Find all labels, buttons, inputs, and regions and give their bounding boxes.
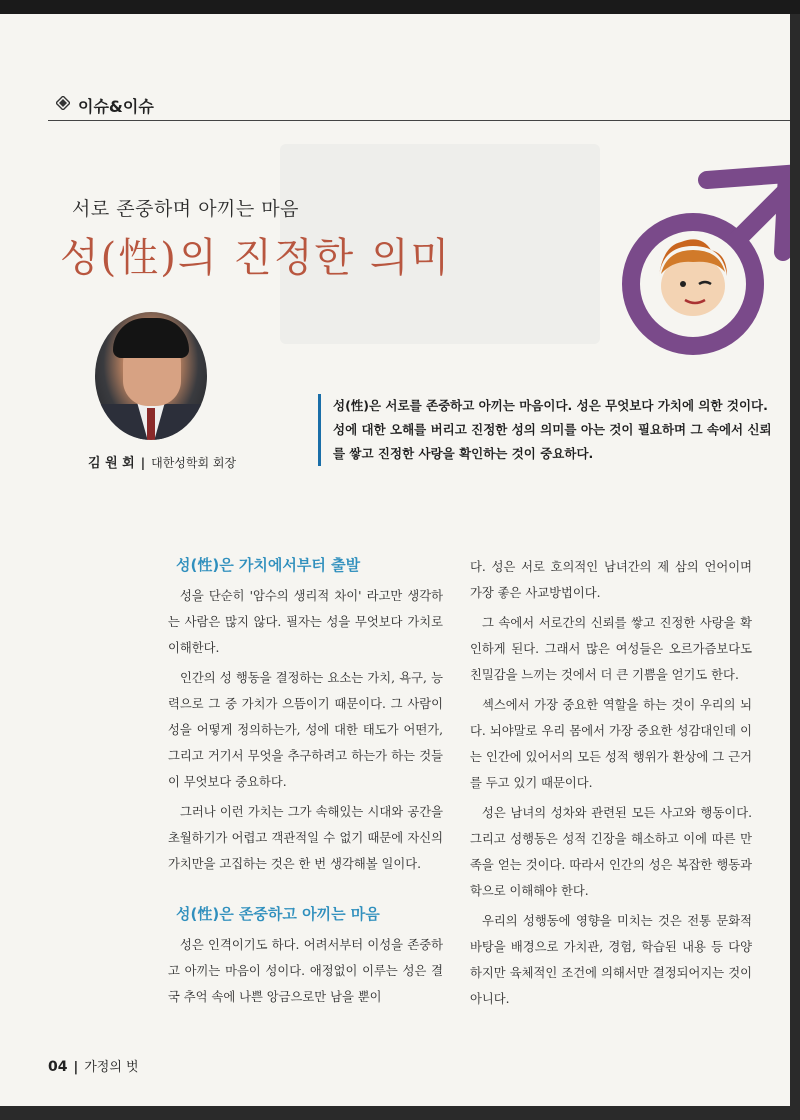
- body-paragraph: 섹스에서 가장 중요한 역할을 하는 것이 우리의 뇌다. 뇌야말로 우리 몸에서 가장 중요한 성감대인데 이는 인간에 있어서의 모든 성적 행위가 환상에 그 근거를 두고 있기 때문이다.: [470, 698, 752, 790]
- lead-paragraph: 성(性)은 서로를 존중하고 아끼는 마음이다. 성은 무엇보다 가치에 의한 것이다. 성에 대한 오해를 버리고 진정한 성의 의미를 아는 것이 필요하며 그 속에서 신뢰를 쌓고 진정한 사랑을 확인하는 것이 중요하다.: [318, 394, 773, 466]
- scan-top-edge: [0, 0, 800, 14]
- author-name: 김 원 회: [88, 456, 135, 471]
- body-paragraph: 다. 성은 서로 호의적인 남녀간의 제 삼의 언어이며 가장 좋은 사교방법이다.: [470, 560, 752, 600]
- author-byline: [88, 452, 236, 471]
- male-symbol-icon: [615, 154, 790, 384]
- body-column-left: [168, 554, 443, 1014]
- author-role: 대한성학회 회장: [151, 456, 237, 470]
- footer-separator: |: [73, 1060, 79, 1075]
- body-paragraph: 성은 남녀의 성차와 관련된 모든 사고와 행동이다. 그리고 성행동은 성적 긴장을 해소하고 이에 따른 만족을 얻는 것이다. 따라서 인간의 성은 복잡한 행동과학으로 이해해야 한다.: [470, 806, 752, 898]
- section-header: [48, 86, 790, 121]
- page-number: 04: [48, 1059, 68, 1075]
- body-paragraph: 성은 인격이기도 하다. 어려서부터 이성을 존중하고 아끼는 마음이 성이다. 애정없이 이루는 성은 결국 추억 속에 나쁜 앙금으로만 남을 뿐이: [168, 938, 443, 1004]
- body-paragraph: 그러나 이런 가치는 그가 속해있는 시대와 공간을 초월하기가 어렵고 객관적일 수 없기 때문에 자신의 가치만을 고집하는 것은 한 번 생각해볼 일이다.: [168, 805, 443, 871]
- section-heading-1: 성(性)은 가치에서부터 출발: [176, 556, 361, 574]
- article-subtitle: 서로 존중하며 아끼는 마음: [72, 198, 300, 220]
- diamond-icon: [56, 96, 70, 110]
- body-paragraph: 성을 단순히 '암수의 생리적 차이' 라고만 생각하는 사람은 많지 않다. 필자는 성을 무엇보다 가치로 이해한다.: [168, 589, 443, 655]
- magazine-page: [0, 14, 790, 1106]
- body-column-right: [470, 554, 752, 1016]
- body-paragraph: 우리의 성행동에 영향을 미치는 것은 전통 문화적 바탕을 배경으로 가치관, 경험, 학습된 내용 등 다양하지만 육체적인 조건에 의해서만 결정되어지는 것이 아니다.: [470, 914, 752, 1006]
- body-paragraph: 인간의 성 행동을 결정하는 요소는 가치, 욕구, 능력으로 그 중 가치가 으뜸이기 때문이다. 그 사람이 성을 어떻게 정의하는가, 성에 대한 태도가 어떤가, 그리고 거기서 무엇을 추구하려고 하는가 하는 것들이 무엇보다 중요하다.: [168, 671, 443, 789]
- section-heading-2: 성(性)은 존중하고 아끼는 마음: [176, 905, 380, 923]
- article-title: 성(性)의 진정한 의미: [60, 235, 452, 281]
- author-separator: |: [140, 456, 146, 470]
- page-footer: [48, 1056, 139, 1075]
- author-photo: [95, 312, 207, 440]
- cartoon-face-icon: [659, 239, 727, 316]
- magazine-name: 가정의 벗: [84, 1060, 139, 1075]
- section-label: 이슈&이슈: [78, 97, 154, 116]
- body-paragraph: 그 속에서 서로간의 신뢰를 쌓고 진정한 사랑을 확인하게 된다. 그래서 많은 여성들은 오르가즘보다도 친밀감을 느끼는 것에서 더 큰 기쁨을 얻기도 한다.: [470, 616, 752, 682]
